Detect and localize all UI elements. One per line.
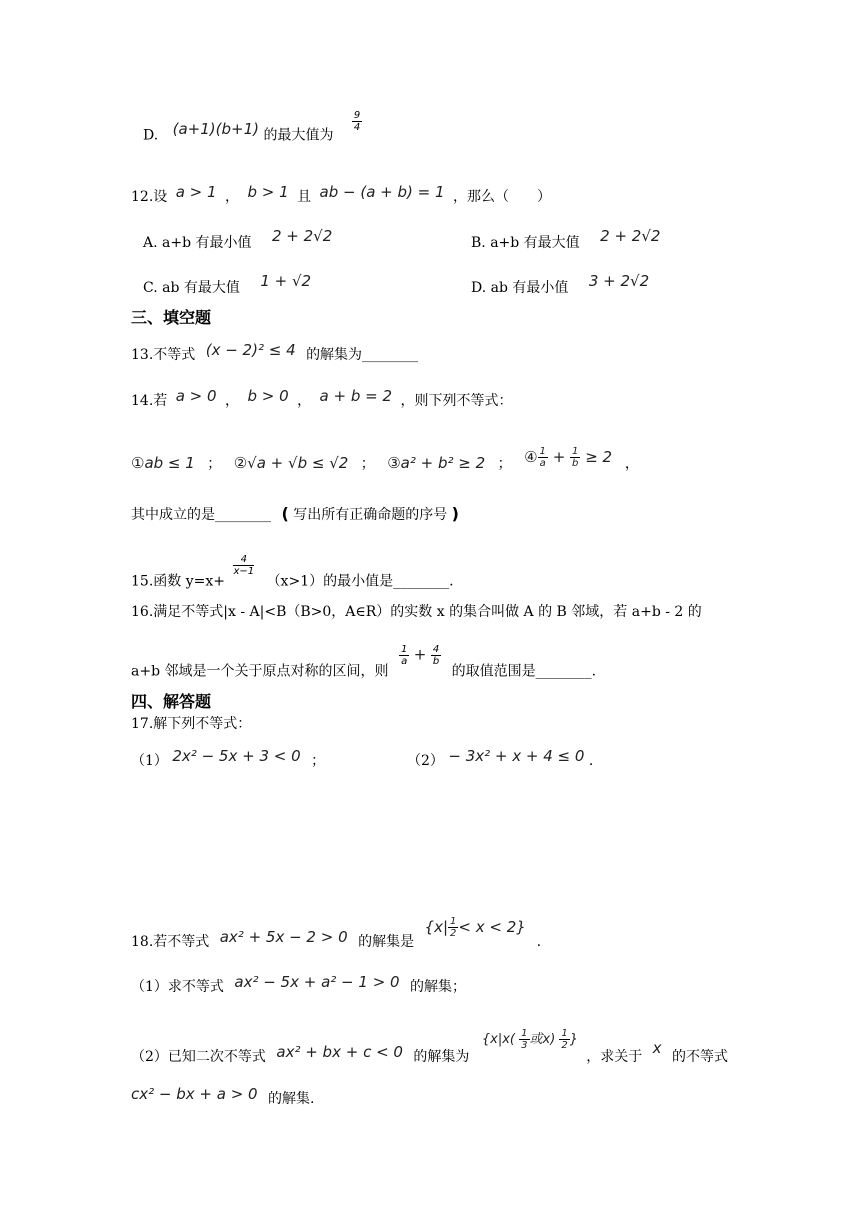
math-set: {x|x( $\frac{1}{3}$ 或x) $\frac{1}{2}$ } <box>481 1028 579 1051</box>
q17-stem: 17.解下列不等式： <box>131 716 252 732</box>
item-3: ③a² + b² ≥ 2 <box>387 454 486 472</box>
option-label: D. <box>143 127 159 144</box>
q11-option-d <box>143 110 362 147</box>
fraction: $\frac{1}{b}$ <box>572 446 579 469</box>
math-expression: (a+1)(b+1) <box>172 119 259 138</box>
option-text: 的最大值为 <box>263 127 334 144</box>
math-expression: cx² − bx + a > 0 <box>131 1085 258 1103</box>
q12-option-a: A. a+b 有最小值 2 + 2√2 <box>143 227 333 251</box>
math-expression: ab − (a + b) = 1 <box>319 183 445 201</box>
section-heading-fill-blank: 三、填空题 <box>131 308 212 327</box>
math-expression: ax² − 5x + a² − 1 > 0 <box>234 973 400 991</box>
item-4: ④ $\frac{1}{a}$ + $\frac{1}{b}$ ≥ 2 <box>524 446 613 469</box>
fraction: $\frac{1}{3}$ <box>521 1028 528 1051</box>
q14-items: ①ab ≤ 1 ； ②√a + √b ≤ √2 ； ③a² + b² ≥ 2 ； ④ $\frac{1}{a}$ + $\frac{1}{b}$ ≥ 2 ， <box>131 446 639 472</box>
item-2: ②√a + √b ≤ √2 <box>233 454 349 472</box>
item-1: ①ab ≤ 1 <box>131 454 195 472</box>
math-expression: ax² + bx + c < 0 <box>276 1043 403 1061</box>
q17-part2: （2） − 3x² + x + 4 ≤ 0 . <box>407 747 594 769</box>
q13: 13.不等式 (x − 2)² ≤ 4 的解集为________ <box>131 341 419 363</box>
q12-stem: 12.设 a > 1 ， b > 1 且 ab − (a + b) = 1 ，那么（ ） <box>131 183 551 205</box>
fraction: $\frac{9}{4}$ <box>353 110 361 133</box>
q12-option-c: C. ab 有最大值 1 + √2 <box>143 272 312 296</box>
q18-part2: （2）已知二次不等式 ax² + bx + c < 0 的解集为 {x|x( $\frac{1}{3}$ 或x) $\frac{1}{2}$ } ，求关于 x 的不等式 <box>131 1028 728 1065</box>
math-expression: 2x² − 5x + 3 < 0 <box>172 747 301 765</box>
math-expression: 2 + 2√2 <box>271 227 333 245</box>
fraction: $\frac{1}{2}$ <box>450 916 457 939</box>
math-expression: b > 0 <box>247 387 289 405</box>
math-expression: 2 + 2√2 <box>600 227 661 245</box>
math-expression: 3 + 2√2 <box>588 272 650 290</box>
math-variable: x <box>652 1039 662 1057</box>
section-heading-answer: 四、解答题 <box>131 692 212 711</box>
fraction: $\frac{4}{x-1}$ <box>233 554 255 577</box>
q14-tail: 其中成立的是________ ( 写出所有正确命题的序号 ) <box>131 504 459 523</box>
q12-option-b: B. a+b 有最大值 2 + 2√2 <box>471 227 661 251</box>
fraction: $\frac{1}{a}$ <box>400 644 408 667</box>
math-expression: a > 0 <box>175 387 217 405</box>
fraction: $\frac{4}{b}$ <box>432 644 440 667</box>
q18-part1: （1）求不等式 ax² − 5x + a² − 1 > 0 的解集； <box>131 973 467 995</box>
q12-option-d: D. ab 有最小值 3 + 2√2 <box>471 272 650 296</box>
math-expression: a + b = 2 <box>319 387 393 405</box>
math-expression: − 3x² + x + 4 ≤ 0 <box>448 747 585 765</box>
math-expression: (x − 2)² ≤ 4 <box>205 341 296 359</box>
q16-line1: 16.满足不等式|x - A|<B（B>0，A∈R）的实数 x 的集合叫做 A 的 B 邻域，若 a+b - 2 的 <box>131 604 702 620</box>
q17-part1: （1） 2x² − 5x + 3 < 0 ； <box>131 747 326 769</box>
fraction: $\frac{1}{2}$ <box>561 1028 568 1051</box>
q18-part2-cont: cx² − bx + a > 0 的解集. <box>131 1085 315 1107</box>
q15: 15.函数 y=x+ $\frac{4}{x-1}$ （x>1）的最小值是________. <box>131 554 454 590</box>
math-expression: b > 1 <box>247 183 289 201</box>
q18-stem: 18.若不等式 ax² + 5x − 2 > 0 的解集是 {x| $\frac{1}{2}$ < x < 2} . <box>131 916 542 950</box>
q16-line2: a+b 邻域是一个关于原点对称的区间，则 $\frac{1}{a}$ + $\frac{4}{b}$ 的取值范围是________. <box>131 644 597 680</box>
fraction: $\frac{1}{a}$ <box>539 446 546 469</box>
q14-stem: 14.若 a > 0 ， b > 0 ， a + b = 2 ，则下列不等式： <box>131 387 513 409</box>
math-expression: a > 1 <box>175 183 217 201</box>
math-expression: 1 + √2 <box>260 272 312 290</box>
math-expression: $\frac{1}{a}$ + $\frac{4}{b}$ <box>400 644 440 667</box>
math-set: {x| $\frac{1}{2}$ < x < 2} <box>424 916 526 939</box>
math-expression: ax² + 5x − 2 > 0 <box>219 928 348 946</box>
